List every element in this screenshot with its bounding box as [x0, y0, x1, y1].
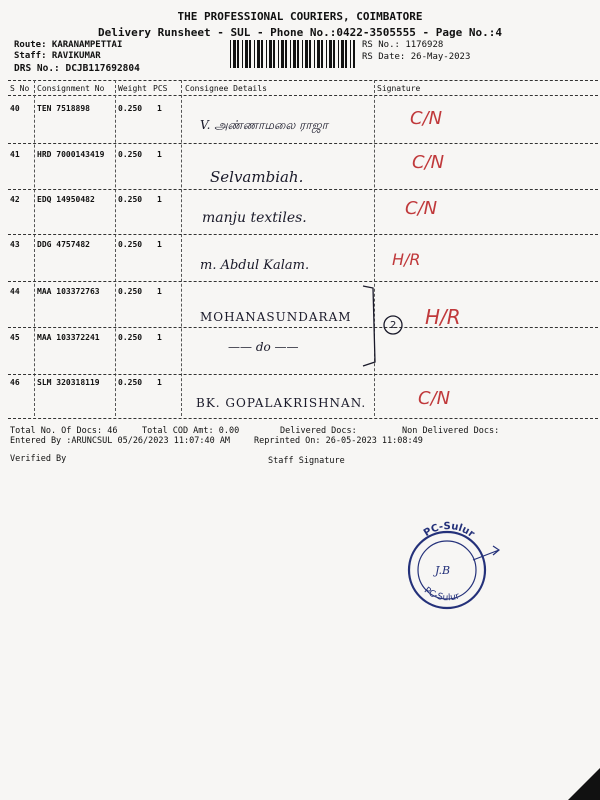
row-pcs: 1	[157, 287, 162, 296]
row-consignment: DDG 4757482	[37, 240, 90, 249]
row-sno: 43	[10, 240, 20, 249]
row-divider	[8, 327, 598, 328]
company-title: THE PROFESSIONAL COURIERS, COIMBATORE	[177, 10, 423, 23]
row-consignment: EDQ 14950482	[37, 195, 95, 204]
row-divider	[8, 143, 598, 144]
row-consignment: HRD 7000143419	[37, 150, 105, 159]
staff-signature: Staff Signature	[268, 456, 345, 466]
row-consignee-handwritten: Selvambiah.	[210, 168, 304, 186]
column-header-sno: S No	[10, 84, 30, 93]
row-weight: 0.250	[118, 195, 143, 204]
row-signature-mark: C/N	[418, 388, 451, 409]
row-consignment: MAA 103372763	[37, 287, 100, 296]
row-pcs: 1	[157, 195, 162, 204]
grouping-bracket	[355, 282, 415, 372]
total-cod: Total COD Amt: 0.00	[142, 426, 240, 436]
row-signature-mark: C/N	[410, 108, 443, 129]
row-weight: 0.250	[118, 287, 143, 296]
row-weight: 0.250	[118, 150, 143, 159]
row-consignee-handwritten: MOHANASUNDARAM	[200, 310, 352, 324]
table-bottom-border	[8, 418, 598, 419]
stamp-top-text: PC-Sulur	[421, 521, 477, 541]
stamp-bottom-text: PC-Sulur	[421, 585, 461, 604]
row-pcs: 1	[157, 150, 162, 159]
row-consignee-handwritten: V. அண்ணாமலை ராஜா	[200, 118, 328, 132]
row-consignee-handwritten: —— do ——	[228, 340, 299, 354]
rs-date: RS Date: 26-May-2023	[362, 52, 471, 62]
row-sno: 41	[10, 150, 20, 159]
table-top-border	[8, 80, 598, 81]
row-signature-mark: C/N	[412, 152, 445, 173]
row-consignee-handwritten: manju textiles.	[202, 210, 307, 226]
column-divider	[181, 80, 182, 416]
office-stamp	[395, 520, 505, 610]
row-sno: 40	[10, 104, 20, 113]
barcode-image	[230, 40, 355, 68]
column-header-pcs: PCS	[153, 84, 168, 93]
route-label: Route: KARANAMPETTAI	[14, 40, 123, 50]
runsheet-subtitle: Delivery Runsheet - SUL - Phone No.:0422-3505555 - Page No.:4	[98, 26, 502, 39]
row-weight: 0.250	[118, 240, 143, 249]
delivered-docs: Delivered Docs:	[280, 426, 357, 436]
table-header-border	[8, 95, 598, 96]
row-divider	[8, 234, 598, 235]
reprinted-on: Reprinted On: 26-05-2023 11:08:49	[254, 436, 423, 446]
drs-number: DRS No.: DCJB117692804	[14, 63, 140, 74]
staff-label: Staff: RAVIKUMAR	[14, 51, 101, 61]
row-divider	[8, 374, 598, 375]
total-docs: Total No. Of Docs: 46	[10, 426, 118, 436]
scan-corner	[568, 768, 600, 800]
svg-text:PC-Sulur	[422, 521, 476, 540]
row-weight: 0.250	[118, 378, 143, 387]
row-pcs: 1	[157, 104, 162, 113]
column-header-signature: Signature	[377, 84, 421, 93]
row-divider	[8, 189, 598, 190]
column-header-consignee: Consignee Details	[185, 84, 267, 93]
column-header-consignment: Consignment No	[37, 84, 105, 93]
row-sno: 46	[10, 378, 20, 387]
row-signature-mark: C/N	[405, 198, 438, 219]
group-circle-mark: 2	[390, 320, 397, 331]
stamp-initials: J.B	[435, 564, 451, 577]
row-sno: 45	[10, 333, 20, 342]
row-consignee-handwritten: m. Abdul Kalam.	[200, 258, 310, 273]
svg-text:PC-Sulur	[422, 586, 461, 604]
row-weight: 0.250	[118, 333, 143, 342]
row-pcs: 1	[157, 240, 162, 249]
row-signature-mark: H/R	[392, 250, 421, 269]
entered-by: Entered By :ARUNCSUL 05/26/2023 11:07:40 AM	[10, 436, 231, 446]
column-header-weight: Weight	[118, 84, 147, 93]
row-weight: 0.250	[118, 104, 143, 113]
column-divider	[115, 80, 116, 416]
rs-number: RS No.: 1176928	[362, 40, 444, 50]
verified-by: Verified By	[10, 454, 67, 464]
row-signature-mark: H/R	[425, 305, 461, 329]
row-sno: 44	[10, 287, 20, 296]
row-sno: 42	[10, 195, 20, 204]
row-consignee-handwritten: BK. GOPALAKRISHNAN.	[196, 396, 367, 410]
row-consignment: TEN 7518898	[37, 104, 90, 113]
column-divider	[34, 80, 35, 416]
row-consignment: MAA 103372241	[37, 333, 100, 342]
row-consignment: SLM 320318119	[37, 378, 100, 387]
row-pcs: 1	[157, 333, 162, 342]
non-delivered-docs: Non Delivered Docs:	[402, 426, 500, 436]
row-divider	[8, 281, 598, 282]
row-pcs: 1	[157, 378, 162, 387]
